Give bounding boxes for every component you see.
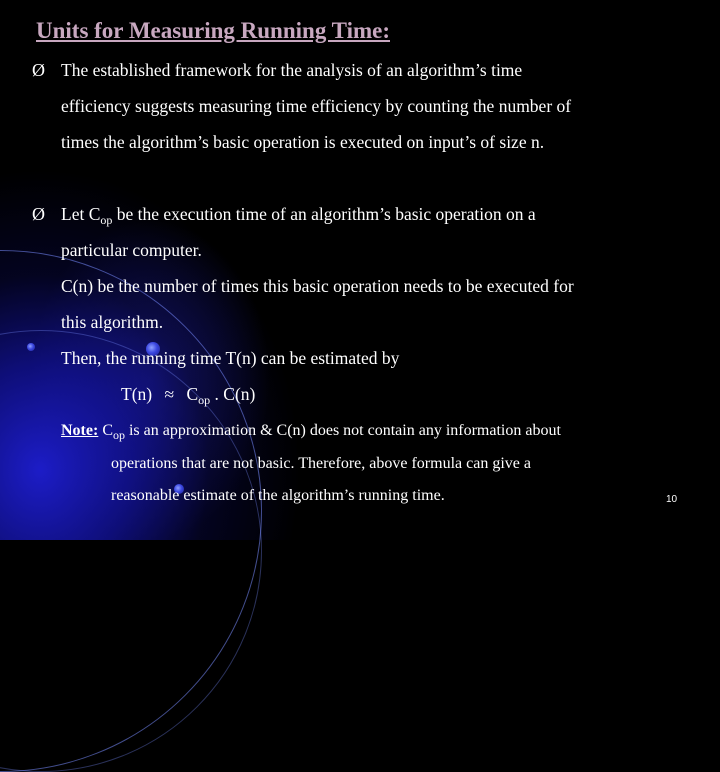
note-label: Note: xyxy=(61,422,99,439)
note-line1 xyxy=(61,422,561,443)
note-line3: reasonable estimate of the algorithm’s running time. xyxy=(111,487,445,504)
bullet1-line2: efficiency suggests measuring time efficiency by counting the number of xyxy=(61,96,572,116)
bullet2-line4: this algorithm. xyxy=(61,312,164,332)
subscript: op xyxy=(100,213,113,227)
decorative-orb xyxy=(27,343,35,351)
text-segment: is an approximation & C(n) does not contain any information about xyxy=(124,422,561,439)
bullet1-line3: times the algorithm’s basic operation is executed on input’s of size n. xyxy=(61,132,545,152)
formula-lhs: T(n) xyxy=(121,384,153,404)
subscript: op xyxy=(112,428,125,442)
page-number: 10 xyxy=(666,494,678,505)
text-segment: be the execution time of an algorithm’s basic operation on a xyxy=(112,204,536,224)
subscript: op xyxy=(198,393,211,407)
approx-symbol: ≈ xyxy=(164,384,175,404)
bullet2-line1 xyxy=(61,204,536,228)
text-segment: Let C xyxy=(61,204,101,224)
bullet2-line3: C(n) be the number of times this basic operation needs to be executed for xyxy=(61,276,574,296)
bullet1-line1: The established framework for the analysis of an algorithm’s time xyxy=(61,60,523,80)
bullet-arrow-icon: Ø xyxy=(32,60,45,80)
bullet-arrow-icon: Ø xyxy=(32,204,45,224)
bullet2-line5: Then, the running time T(n) can be estimated by xyxy=(61,348,400,368)
formula-rhs-c: C xyxy=(186,384,199,404)
formula xyxy=(121,384,255,408)
formula-rhs-rest: . C(n) xyxy=(210,384,256,404)
bullet2-line2: particular computer. xyxy=(61,240,202,260)
note-line2: operations that are not basic. Therefore, above formula can give a xyxy=(111,455,531,472)
slide-title: Units for Measuring Running Time: xyxy=(36,18,390,43)
text-segment: C xyxy=(98,422,113,439)
